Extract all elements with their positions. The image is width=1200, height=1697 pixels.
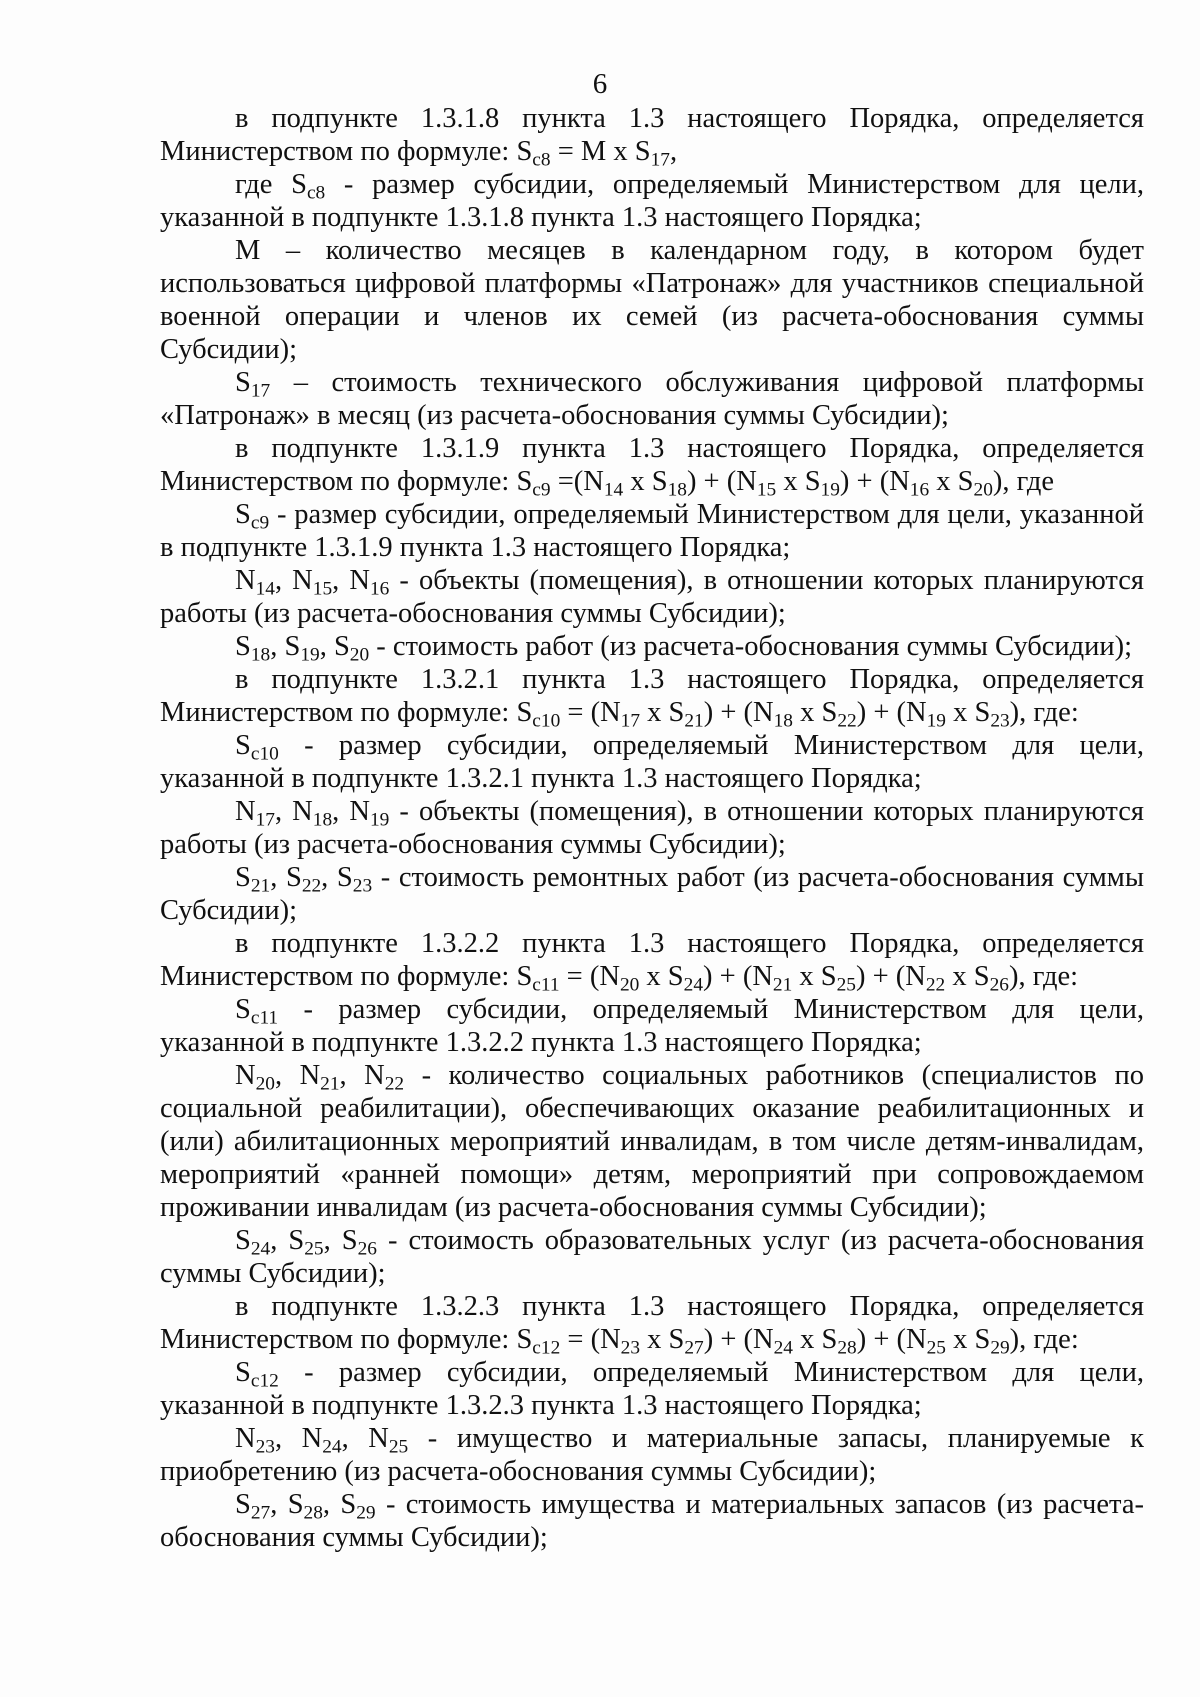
subscript: c10: [250, 743, 279, 765]
text-run: x S: [929, 466, 974, 497]
text-run: в подпункте 1.3.2.2 пункта 1.3 настоящего Порядка, определяется Министерством по формуле: S: [160, 928, 1144, 992]
subscript: 15: [756, 479, 777, 501]
subscript: 24: [683, 974, 704, 996]
paragraph: [160, 993, 1144, 1059]
subscript: 14: [255, 578, 275, 600]
paragraph: [160, 1356, 1144, 1422]
text-run: S: [235, 1357, 251, 1388]
text-run: ), где: [992, 466, 1055, 497]
text-run: ) + (N: [839, 466, 910, 497]
subscript: 19: [369, 809, 390, 831]
subscript: c11: [532, 974, 560, 996]
subscript: 29: [990, 1337, 1010, 1359]
subscript: c9: [532, 479, 551, 501]
text-run: S: [235, 499, 251, 530]
paragraph: [160, 1224, 1144, 1290]
text-run: ), где:: [1008, 961, 1079, 992]
text-run: x S: [792, 697, 838, 728]
subscript: 24: [250, 1238, 271, 1260]
subscript: 20: [349, 644, 370, 666]
text-run: S: [235, 367, 251, 398]
subscript: 19: [926, 710, 946, 732]
text-run: , S: [270, 862, 302, 893]
subscript: 20: [973, 479, 993, 501]
text-run: ), где:: [1009, 1324, 1079, 1355]
text-run: - размер субсидии, определяемый Министерством для цели, указанной в подпункте 1.3.2.1 пункта 1.3 настоящего Порядка;: [160, 730, 1144, 794]
text-run: в подпункте 1.3.2.3 пункта 1.3 настоящего Порядка, определяется Министерством по формуле: S: [160, 1291, 1144, 1355]
subscript: c10: [532, 710, 561, 732]
subscript: 29: [356, 1502, 376, 1524]
paragraph: [160, 630, 1144, 666]
text-run: x S: [640, 1324, 685, 1355]
text-run: x S: [945, 1324, 991, 1355]
paragraph: [160, 861, 1144, 927]
subscript: 25: [388, 1436, 409, 1458]
subscript: 26: [357, 1238, 377, 1260]
text-run: S: [235, 631, 251, 662]
text-run: x S: [640, 697, 685, 728]
text-run: ) + (N: [856, 697, 927, 728]
subscript: 22: [925, 974, 946, 996]
subscript: 27: [684, 1337, 704, 1359]
text-run: - количество социальных работников (специалистов по социальной реабилитации), обеспечивающих оказание реабилитационных и (или) абилитационных мероприятий инвалидам, в том числе детям-инвалидам, мероприятий «ранней помощи» детям, мероприятий при сопровождаемом проживании инвалидам (из расчета-обоснования суммы Субсидии);: [160, 1060, 1144, 1223]
paragraph: [160, 564, 1144, 630]
subscript: 17: [250, 380, 271, 402]
text-run: – стоимость технического обслуживания цифровой платформы «Патронаж» в месяц (из расчета-обоснования суммы Субсидии);: [160, 367, 1144, 431]
text-run: ) + (N: [703, 1324, 774, 1355]
paragraph: [160, 1059, 1144, 1224]
text-run: , S: [323, 1225, 358, 1256]
text-run: где S: [235, 169, 307, 200]
text-run: - размер субсидии, определяемый Министерством для цели, указанной в подпункте 1.3.1.8 пункта 1.3 настоящего Порядка;: [160, 169, 1144, 233]
subscript: 22: [384, 1073, 405, 1095]
text-run: x S: [623, 466, 668, 497]
text-run: x S: [945, 961, 990, 992]
text-run: ), где:: [1009, 697, 1079, 728]
text-run: - размер субсидии, определяемый Министерством для цели, указанной в подпункте 1.3.2.2 пункта 1.3 настоящего Порядка;: [160, 994, 1144, 1058]
text-run: - размер субсидии, определяемый Министерством для цели, указанной в подпункте 1.3.1.9 пункта 1.3 настоящего Порядка;: [160, 499, 1144, 563]
text-run: , N: [332, 796, 370, 827]
text-run: ) + (N: [703, 961, 773, 992]
subscript: 20: [619, 974, 640, 996]
paragraph: [160, 1290, 1144, 1359]
text-run: S: [235, 1225, 251, 1256]
text-run: =(N: [550, 466, 604, 497]
text-run: - объекты (помещения), в отношении которых планируются работы (из расчета-обоснования суммы Субсидии);: [160, 796, 1144, 860]
subscript: 28: [303, 1502, 323, 1524]
text-run: S: [235, 730, 251, 761]
subscript: c12: [250, 1370, 279, 1392]
text-run: в подпункте 1.3.2.1 пункта 1.3 настоящего Порядка, определяется Министерством по формуле: S: [160, 664, 1144, 728]
paragraph: [160, 432, 1144, 501]
text-run: N: [235, 1060, 256, 1091]
text-run: N: [235, 1423, 256, 1454]
text-run: ) + (N: [855, 961, 926, 992]
subscript: 18: [250, 644, 271, 666]
paragraph: [160, 366, 1144, 432]
text-run: N: [235, 565, 256, 596]
text-run: , N: [274, 1423, 323, 1454]
subscript: 26: [989, 974, 1009, 996]
paragraph: [160, 1488, 1144, 1554]
text-run: = (N: [559, 961, 620, 992]
subscript: 19: [300, 644, 320, 666]
text-run: S: [235, 1489, 251, 1520]
subscript: 22: [837, 710, 857, 732]
subscript: 22: [301, 875, 322, 897]
text-run: М – количество месяцев в календарном году, в котором будет использоваться цифровой платформы «Патронаж» для участников специальной военной операции и членов их семей (из расчета-обоснования суммы Субсидии);: [160, 235, 1144, 365]
subscript: 21: [684, 710, 704, 732]
subscript: 21: [250, 875, 271, 897]
text-run: , N: [274, 1060, 321, 1091]
text-run: S: [235, 862, 251, 893]
paragraph: [160, 663, 1144, 732]
text-run: S: [235, 994, 251, 1025]
subscript: 23: [620, 1337, 641, 1359]
paragraph: [160, 102, 1144, 171]
paragraph: [160, 927, 1144, 996]
subscript: 24: [773, 1337, 793, 1359]
paragraph: [160, 729, 1144, 795]
subscript: 23: [255, 1436, 275, 1458]
subscript: c8: [306, 182, 326, 204]
text-run: - стоимость имущества и материальных запасов (из расчета-обоснования суммы Субсидии);: [160, 1489, 1144, 1553]
subscript: 17: [620, 710, 641, 732]
subscript: 18: [667, 479, 687, 501]
text-run: ,: [669, 136, 678, 167]
subscript: 14: [603, 479, 624, 501]
subscript: c11: [250, 1007, 279, 1029]
subscript: 18: [773, 710, 793, 732]
text-run: в подпункте 1.3.1.9 пункта 1.3 настоящего Порядка, определяется Министерством по формуле: S: [160, 433, 1144, 497]
subscript: 27: [250, 1502, 271, 1524]
subscript: 20: [255, 1073, 275, 1095]
subscript: 28: [837, 1337, 857, 1359]
paragraph: [160, 168, 1144, 234]
text-run: , S: [319, 631, 350, 662]
paragraph: [160, 795, 1144, 861]
text-run: - стоимость ремонтных работ (из расчета-обоснования суммы Субсидии);: [160, 862, 1144, 926]
text-run: ) + (N: [686, 466, 757, 497]
text-run: x S: [639, 961, 684, 992]
paragraph: [160, 234, 1144, 366]
text-run: = (N: [560, 1324, 621, 1355]
subscript: c8: [532, 149, 551, 171]
text-run: x S: [792, 961, 837, 992]
text-run: = M x S: [550, 136, 651, 167]
text-run: x S: [792, 1324, 838, 1355]
text-run: = (N: [560, 697, 621, 728]
subscript: 23: [352, 875, 373, 897]
text-run: , S: [321, 862, 353, 893]
text-run: , N: [274, 796, 313, 827]
text-run: , N: [341, 1423, 389, 1454]
subscript: 17: [255, 809, 275, 831]
subscript: c12: [532, 1337, 561, 1359]
subscript: 21: [772, 974, 793, 996]
subscript: 25: [836, 974, 856, 996]
document-body: [160, 102, 1144, 1554]
text-run: , S: [270, 631, 301, 662]
subscript: 23: [990, 710, 1010, 732]
text-run: в подпункте 1.3.1.8 пункта 1.3 настоящего Порядка, определяется Министерством по формуле: S: [160, 103, 1144, 167]
text-run: , S: [322, 1489, 357, 1520]
text-run: x S: [776, 466, 821, 497]
text-run: - имущество и материальные запасы, планируемые к приобретению (из расчета-обоснования суммы Субсидии);: [160, 1423, 1144, 1487]
text-run: ) + (N: [856, 1324, 927, 1355]
subscript: 16: [909, 479, 930, 501]
text-run: , S: [270, 1225, 305, 1256]
subscript: c9: [250, 512, 270, 534]
subscript: 25: [926, 1337, 946, 1359]
subscript: 18: [312, 809, 333, 831]
text-run: , S: [270, 1489, 304, 1520]
subscript: 24: [322, 1436, 342, 1458]
subscript: 15: [312, 578, 333, 600]
text-run: , N: [339, 1060, 385, 1091]
paragraph: [160, 1422, 1144, 1488]
text-run: , N: [332, 565, 370, 596]
paragraph: [160, 498, 1144, 564]
text-run: - объекты (помещения), в отношении которых планируются работы (из расчета-обоснования суммы Субсидии);: [160, 565, 1144, 629]
text-run: - стоимость работ (из расчета-обоснования суммы Субсидии);: [369, 631, 1133, 662]
text-run: x S: [945, 697, 991, 728]
subscript: 19: [820, 479, 840, 501]
text-run: , N: [274, 565, 313, 596]
text-run: - размер субсидии, определяемый Министерством для цели, указанной в подпункте 1.3.2.3 пункта 1.3 настоящего Порядка;: [160, 1357, 1144, 1421]
subscript: 17: [650, 149, 670, 171]
page-number: 6: [592, 68, 608, 100]
subscript: 21: [320, 1073, 340, 1095]
text-run: N: [235, 796, 256, 827]
subscript: 16: [369, 578, 390, 600]
text-run: - стоимость образовательных услуг (из расчета-обоснования суммы Субсидии);: [160, 1225, 1144, 1289]
text-run: ) + (N: [703, 697, 774, 728]
subscript: 25: [304, 1238, 324, 1260]
